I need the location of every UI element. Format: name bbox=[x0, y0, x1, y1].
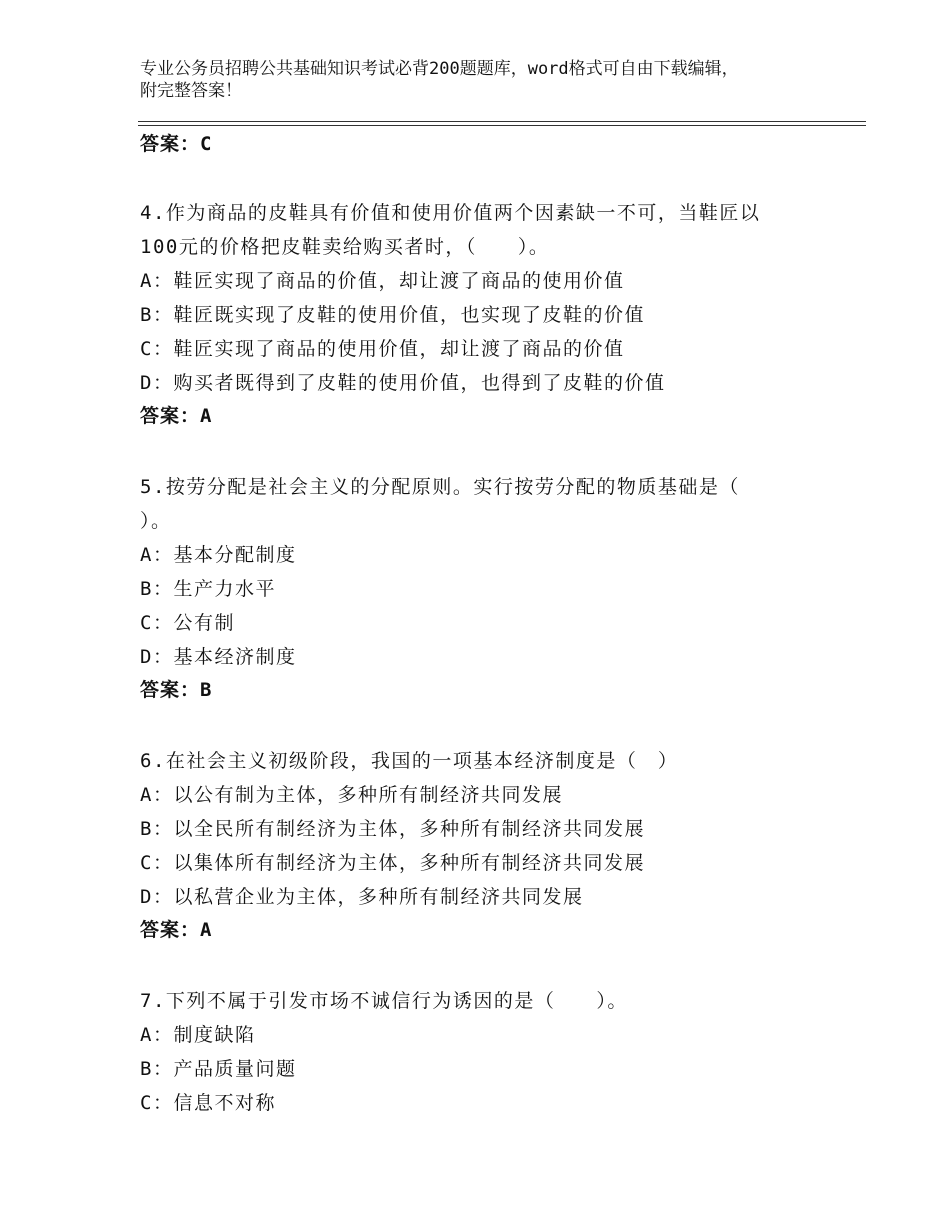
question-block bbox=[140, 196, 840, 470]
answer-line bbox=[140, 128, 840, 160]
answer-option: B：生产力水平 bbox=[140, 578, 276, 600]
document-content bbox=[140, 128, 840, 1120]
question-stem: 5.按劳分配是社会主义的分配原则。实行按劳分配的物质基础是（ bbox=[140, 476, 740, 498]
answer-option: C：信息不对称 bbox=[140, 1092, 276, 1114]
answer-option: C：以集体所有制经济为主体，多种所有制经济共同发展 bbox=[140, 852, 645, 874]
answer-label: 答案： bbox=[140, 919, 201, 941]
answer-option: C：公有制 bbox=[140, 612, 235, 634]
answer-option: C：鞋匠实现了商品的使用价值，却让渡了商品的价值 bbox=[140, 338, 625, 360]
answer-option: B：以全民所有制经济为主体，多种所有制经济共同发展 bbox=[140, 818, 645, 840]
answer-option: A：以公有制为主体，多种所有制经济共同发展 bbox=[140, 784, 563, 806]
answer-line bbox=[140, 674, 840, 706]
answer-label: 答案： bbox=[140, 679, 201, 701]
answer-option: A：制度缺陷 bbox=[140, 1024, 256, 1046]
header-line-2: 附完整答案！ bbox=[140, 81, 242, 101]
header-line-1: 专业公务员招聘公共基础知识考试必背200题题库，word格式可自由下载编辑， bbox=[140, 59, 739, 79]
question-stem: 4.作为商品的皮鞋具有价值和使用价值两个因素缺一不可，当鞋匠以 bbox=[140, 202, 761, 224]
header-rule bbox=[138, 121, 866, 122]
question-list bbox=[140, 196, 840, 1120]
header-rule-secondary bbox=[138, 125, 866, 126]
page-header bbox=[140, 58, 840, 102]
question-block bbox=[140, 470, 840, 744]
answer-line bbox=[140, 914, 840, 946]
question-stem: 100元的价格把皮鞋卖给购买者时，（ ）。 bbox=[140, 236, 550, 258]
answer-option: D：购买者既得到了皮鞋的使用价值，也得到了皮鞋的价值 bbox=[140, 372, 666, 394]
answer-option: D：以私营企业为主体，多种所有制经济共同发展 bbox=[140, 886, 584, 908]
answer-value: A bbox=[200, 919, 213, 941]
question-block bbox=[140, 744, 840, 984]
answer-value: B bbox=[200, 679, 213, 701]
answer-value: A bbox=[200, 405, 213, 427]
question-stem: 6.在社会主义初级阶段，我国的一项基本经济制度是（ ） bbox=[140, 750, 679, 772]
question-stem: ）。 bbox=[140, 510, 172, 532]
question-block bbox=[140, 984, 840, 1120]
answer-option: A：基本分配制度 bbox=[140, 544, 297, 566]
answer-label: 答案： bbox=[140, 405, 201, 427]
answer-option: B：鞋匠既实现了皮鞋的使用价值，也实现了皮鞋的价值 bbox=[140, 304, 645, 326]
answer-line bbox=[140, 400, 840, 432]
answer-option: A：鞋匠实现了商品的价值，却让渡了商品的使用价值 bbox=[140, 270, 625, 292]
answer-option: B：产品质量问题 bbox=[140, 1058, 297, 1080]
answer-value: C bbox=[200, 133, 213, 155]
question-stem: 7.下列不属于引发市场不诚信行为诱因的是（ ）。 bbox=[140, 990, 628, 1012]
answer-option: D：基本经济制度 bbox=[140, 646, 297, 668]
answer-label: 答案： bbox=[140, 133, 201, 155]
